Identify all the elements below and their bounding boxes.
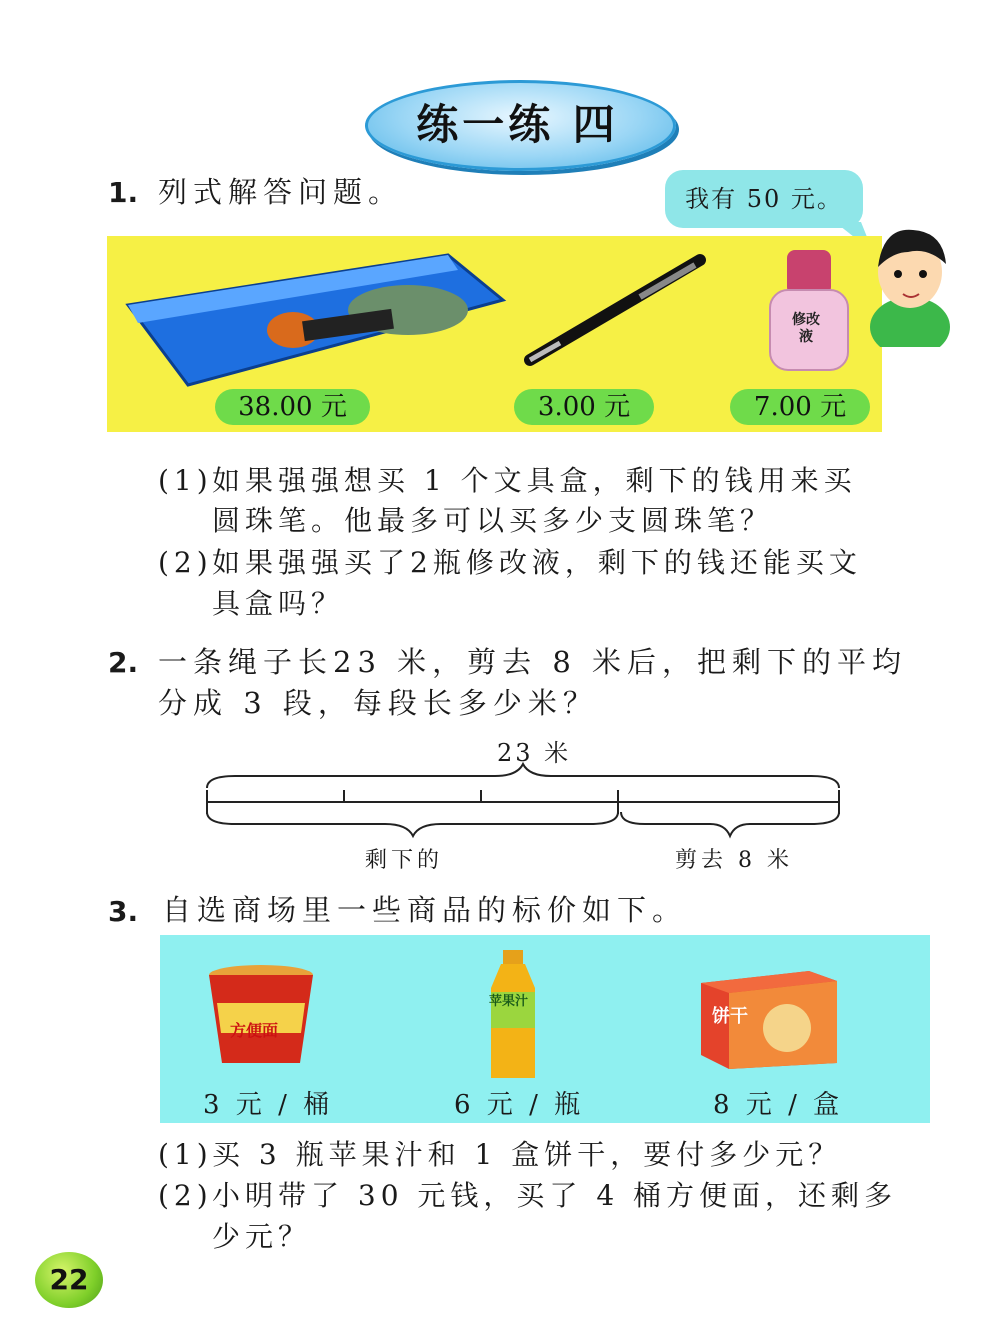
boy-character — [868, 222, 958, 347]
page-number: 22 — [35, 1252, 103, 1308]
q3-text: 自选商场里一些商品的标价如下。 — [162, 893, 688, 927]
price-tag-correction-fluid: 7.00 元 — [730, 389, 870, 425]
q1-text: 列式解答问题。 — [158, 175, 404, 209]
price-noodle: 3 元 / 桶 — [203, 1090, 334, 1120]
correction-fluid-image — [765, 245, 855, 375]
price-juice: 6 元 / 瓶 — [454, 1090, 585, 1120]
q3-number: 3. — [108, 895, 139, 928]
q1-sub2-line2: 具盒吗？ — [212, 587, 345, 620]
q1-sub2-label: (2) — [158, 546, 213, 579]
apple-juice-image — [483, 948, 543, 1085]
q3-sub2-label: (2) — [158, 1179, 213, 1212]
q3-sub1-line1: 买 3 瓶苹果汁和 1 盒饼干，要付多少元？ — [212, 1138, 842, 1171]
price-tag-pencil-box: 38.00 元 — [215, 389, 370, 425]
q1-number: 1. — [108, 176, 139, 209]
rope-remaining-label: 剩下的 — [365, 848, 444, 873]
q2-line1: 一条绳子长23 米，剪去 8 米后，把剩下的平均 — [158, 645, 908, 679]
rope-diagram — [195, 760, 855, 845]
instant-noodle-image — [205, 963, 317, 1068]
q1-sub1-line1: 如果强强想买 1 个文具盒，剩下的钱用来买 — [212, 464, 857, 497]
rope-total-label: 23 米 — [497, 739, 572, 767]
q3-sub1-label: (1) — [158, 1138, 213, 1171]
q1-sub2-line1: 如果强强买了2瓶修改液，剩下的钱还能买文 — [212, 546, 862, 579]
juice-label: 苹果汁 — [489, 994, 529, 1009]
biscuit-label: 饼干 — [712, 1006, 748, 1027]
q2-number: 2. — [108, 646, 139, 679]
q3-sub2-line2: 少元？ — [212, 1220, 312, 1253]
q1-sub1-line2: 圆珠笔。他最多可以买多少支圆珠笔？ — [212, 504, 774, 537]
rope-cut-label: 剪去 8 米 — [675, 848, 793, 873]
page-title: 练一练 四 — [416, 100, 619, 149]
q2-line2: 分成 3 段，每段长多少米？ — [158, 686, 598, 720]
q1-sub1-label: (1) — [158, 464, 213, 497]
q3-sub2-line1: 小明带了 30 元钱，买了 4 桶方便面，还剩多 — [212, 1179, 898, 1212]
noodle-label: 方便面 — [230, 1021, 279, 1040]
speech-bubble: 我有 50 元。 — [665, 170, 863, 228]
price-biscuit: 8 元 / 盒 — [713, 1090, 844, 1120]
price-tag-pen: 3.00 元 — [514, 389, 654, 425]
pen-image — [520, 245, 720, 370]
bottle-label: 修改液 — [792, 312, 820, 345]
pencil-box-image — [118, 245, 513, 395]
